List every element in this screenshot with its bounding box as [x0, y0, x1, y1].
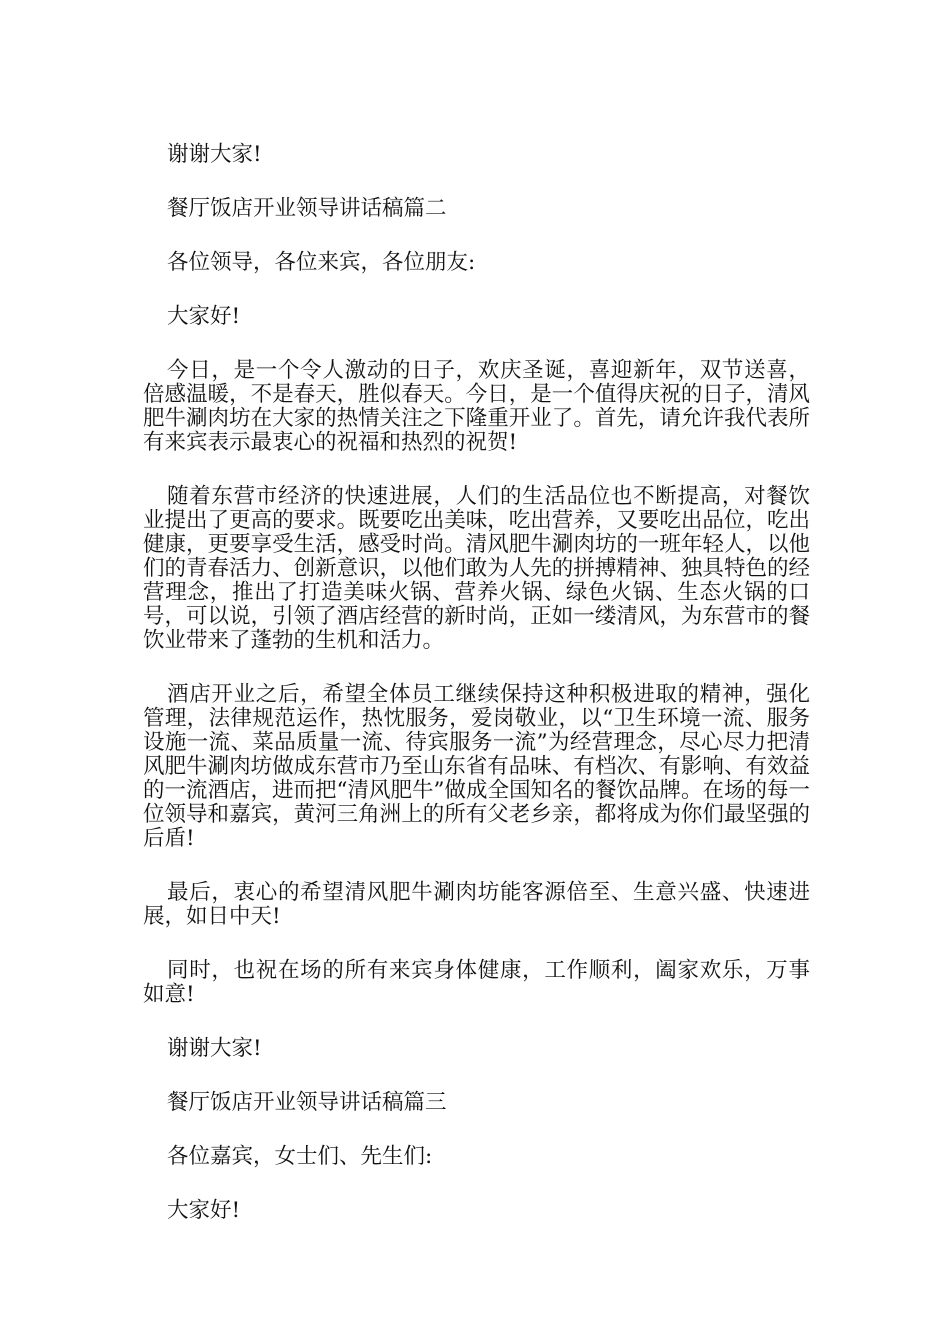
body-paragraph: 今日，是一个令人激动的日子，欢庆圣诞，喜迎新年，双节送喜，倍感温暖，不是春天，胜似春天。今日，是一个值得庆祝的日子，清风肥牛涮肉坊在大家的热情关注之下隆重开业了。首先，请允许我代表所有来宾表示最衷心的祝福和热烈的祝贺!	[143, 358, 810, 455]
body-paragraph: 最后，衷心的希望清风肥牛涮肉坊能客源倍至、生意兴盛、快速进展，如日中天!	[143, 880, 810, 929]
closing-thanks-2: 谢谢大家!	[167, 1036, 262, 1061]
body-paragraph: 同时，也祝在场的所有来宾身体健康，工作顺利，阖家欢乐，万事如意!	[143, 958, 810, 1007]
salutation-3: 各位嘉宾，女士们、先生们:	[167, 1144, 433, 1169]
section-heading-2: 餐厅饭店开业领导讲话稿篇二	[167, 196, 447, 221]
greeting-2: 大家好!	[167, 304, 241, 329]
closing-thanks-1: 谢谢大家!	[167, 142, 262, 167]
greeting-3: 大家好!	[167, 1198, 241, 1223]
document-body	[143, 143, 810, 1253]
salutation-2: 各位领导，各位来宾，各位朋友:	[167, 250, 476, 275]
section-heading-3: 餐厅饭店开业领导讲话稿篇三	[167, 1090, 447, 1115]
body-paragraph: 酒店开业之后，希望全体员工继续保持这种积极进取的精神，强化管理，法律规范运作，热忱服务，爱岗敬业，以“卫生环境一流、服务设施一流、菜品质量一流、待宾服务一流”为经营理念，尽心尽力把清风肥牛涮肉坊做成东营市乃至山东省有品味、有档次、有影响、有效益的一流酒店，进而把“清风肥牛”做成全国知名的餐饮品牌。在场的每一位领导和嘉宾，黄河三角洲上的所有父老乡亲，都将成为你们最坚强的后盾!	[143, 682, 810, 851]
body-paragraph: 随着东营市经济的快速进展，人们的生活品位也不断提高，对餐饮业提出了更高的要求。既要吃出美味，吃出营养，又要吃出品位，吃出健康，更要享受生活，感受时尚。清风肥牛涮肉坊的一班年轻人，以他们的青春活力、创新意识，以他们敢为人先的拼搏精神、独具特色的经营理念，推出了打造美味火锅、营养火锅、绿色火锅、生态火锅的口号，可以说，引领了酒店经营的新时尚，正如一缕清风，为东营市的餐饮业带来了蓬勃的生机和活力。	[143, 484, 810, 653]
